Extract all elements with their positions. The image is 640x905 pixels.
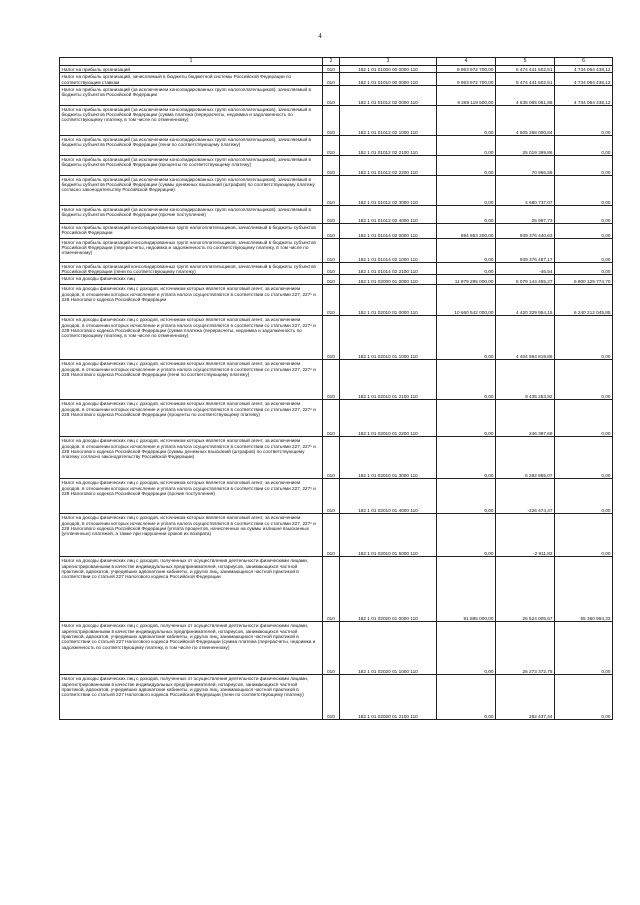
row-line-code-cell: 010 [323,175,340,205]
row-unexecuted-amount-cell: 6 800 129 774,70 [555,275,613,285]
row-executed-amount-cell: 939 376 440,63 [496,223,555,238]
row-line-code-cell: 010 [323,155,340,175]
row-line-code-cell: 010 [323,238,340,262]
row-executed-amount-cell: 25 997,73 [496,205,555,223]
row-classification-code-cell: 182 1 01 02010 01 0000 110 [340,285,437,316]
row-executed-amount-cell: 5 474 441 502,51 [496,73,555,86]
header-cell: 6 [555,58,613,66]
table-row [60,479,613,514]
row-executed-amount-cell: -46,54 [496,262,555,275]
header-cell: 4 [437,58,496,66]
header-cell: 3 [340,58,437,66]
row-line-code-cell: 010 [323,360,340,400]
row-unexecuted-amount-cell: 6 240 212 045,85 [555,285,613,316]
row-unexecuted-amount-cell: 0,00 [555,175,613,205]
table-row [60,622,613,675]
row-executed-amount-cell: 5 474 441 502,51 [496,66,555,73]
row-name-cell: Налог на прибыль организаций [60,66,323,73]
row-name-cell: Налог на прибыль организаций (за исключением консолидированных групп налогоплательщиков), зачисляемый в бюджеты субъектов Российской Федерации (сумма платежа (перерасчеты, недоимка и задолженность по соответствующему платежу, в том числе по отмененному) [60,105,323,135]
row-approved-amount-cell: 0,00 [437,514,496,557]
row-line-code-cell: 010 [323,66,340,73]
row-classification-code-cell: 182 1 01 02010 01 1000 110 [340,316,437,360]
header-cell: 1 [60,58,323,66]
row-name-cell: Налог на прибыль организаций, зачисляемый в бюджеты бюджетной системы Российской Федерации по соответствующим ставкам [60,73,323,86]
row-classification-code-cell: 182 1 01 02000 01 0000 110 [340,275,437,285]
table-row [60,223,613,238]
row-line-code-cell: 010 [323,73,340,86]
revenue-table [59,57,613,720]
row-approved-amount-cell: 0,00 [437,479,496,514]
row-classification-code-cell: 182 1 01 02010 01 5000 110 [340,514,437,557]
row-name-cell: Налог на доходы физических лиц с доходов, источником которых является налоговый агент, за исключением доходов, в отношении которых исчисление и уплата налога осуществляются в соответствии со статьями 227, 227¹ и 228 Налогового кодекса Российской Федерации (уплата процентов, начисленных на суммы излишне взысканных (уплаченных) платежей, а также при нарушении сроков их возврата) [60,514,323,557]
row-name-cell: Налог на прибыль организаций консолидированных групп налогоплательщиков, зачисляемый в бюджеты субъектов Российской Федерации (пени по соответствующему платежу) [60,262,323,275]
row-approved-amount-cell: 0,00 [437,437,496,479]
row-line-code-cell: 010 [323,479,340,514]
row-unexecuted-amount-cell: 0,00 [555,622,613,675]
row-executed-amount-cell: 4 420 329 954,15 [496,285,555,316]
row-classification-code-cell: 182 1 01 01014 02 1000 110 [340,238,437,262]
row-classification-code-cell: 182 1 01 01012 02 2100 110 [340,135,437,155]
row-approved-amount-cell: 0,00 [437,205,496,223]
row-approved-amount-cell: 0,00 [437,175,496,205]
table-row [60,135,613,155]
row-executed-amount-cell: -226 474,47 [496,479,555,514]
row-approved-amount-cell: 0,00 [437,622,496,675]
row-approved-amount-cell: 10 660 542 000,00 [437,285,496,316]
row-line-code-cell: 010 [323,223,340,238]
table-row [60,275,613,285]
row-approved-amount-cell: 0,00 [437,135,496,155]
row-approved-amount-cell: 11 879 295 000,00 [437,275,496,285]
row-line-code-cell: 010 [323,400,340,437]
row-unexecuted-amount-cell: 0,00 [555,675,613,720]
row-unexecuted-amount-cell: 0,00 [555,316,613,360]
row-unexecuted-amount-cell: 0,00 [555,105,613,135]
row-classification-code-cell: 182 1 01 01012 02 1000 110 [340,105,437,135]
row-name-cell: Налог на доходы физических лиц с доходов, источником которых является налоговый агент, за исключением доходов, в отношении которых исчисление и уплата налога осуществляются в соответствии со статьями 227, 227¹ и 228 Налогового кодекса Российской Федерации (прочие поступления) [60,479,323,514]
row-classification-code-cell: 182 1 01 02010 01 2200 110 [340,400,437,437]
page-number: 4 [318,32,322,40]
header-cell: 2 [323,58,340,66]
table-row [60,400,613,437]
row-name-cell: Налог на прибыль организаций (за исключением консолидированных групп налогоплательщиков), зачисляемый в бюджеты субъектов Российской Федерации (прочие поступления) [60,205,323,223]
row-executed-amount-cell: -2 911,82 [496,514,555,557]
row-classification-code-cell: 182 1 01 01014 02 0000 110 [340,223,437,238]
row-executed-amount-cell: 9 435 253,92 [496,360,555,400]
table-row [60,66,613,73]
row-unexecuted-amount-cell: 0,00 [555,437,613,479]
row-classification-code-cell: 182 1 01 02020 01 1000 110 [340,622,437,675]
row-approved-amount-cell: 0,00 [437,316,496,360]
row-name-cell: Налог на прибыль организаций консолидированных групп налогоплательщиков, зачисляемый в бюджеты субъектов Российской Федерации [60,223,323,238]
table-row [60,85,613,105]
row-approved-amount-cell: 694 853 200,00 [437,223,496,238]
row-executed-amount-cell: 26 273 372,75 [496,622,555,675]
row-line-code-cell: 010 [323,135,340,155]
row-unexecuted-amount-cell: 0,00 [555,262,613,275]
row-executed-amount-cell: 282 437,44 [496,675,555,720]
row-approved-amount-cell: 0,00 [437,675,496,720]
row-classification-code-cell: 182 1 01 01000 00 0000 110 [340,66,437,73]
row-unexecuted-amount-cell: 4 734 054 438,12 [555,85,613,105]
table-row [60,105,613,135]
row-approved-amount-cell: 0,00 [437,238,496,262]
row-classification-code-cell: 182 1 01 02010 01 2100 110 [340,360,437,400]
row-unexecuted-amount-cell: 4 734 054 438,12 [555,66,613,73]
row-name-cell: Налог на прибыль организаций консолидированных групп налогоплательщиков, зачисляемый в бюджеты субъектов Российской Федерации (перерасчеты, недоимка и задолженность по соответствующему платежу, в том числе по отмененному) [60,238,323,262]
row-unexecuted-amount-cell: 0,00 [555,223,613,238]
row-unexecuted-amount-cell: 0,00 [555,155,613,175]
row-executed-amount-cell: 4 404 594 819,86 [496,316,555,360]
row-unexecuted-amount-cell: 0,00 [555,360,613,400]
row-approved-amount-cell: 0,00 [437,400,496,437]
row-executed-amount-cell: 939 376 487,17 [496,238,555,262]
row-line-code-cell: 010 [323,85,340,105]
row-classification-code-cell: 182 1 01 01010 00 0000 110 [340,73,437,86]
row-name-cell: Налог на доходы физических лиц с доходов, источником которых является налоговый агент, за исключением доходов, в отношении которых исчисление и уплата налога осуществляются в соответствии со статьями 227, 227¹ и 228 Налогового кодекса Российской Федерации (суммы денежных взысканий (штрафов) по соответствующему платежу согласно законодательству Российской Федерации) [60,437,323,479]
row-executed-amount-cell: 246 397,69 [496,400,555,437]
row-name-cell: Налог на прибыль организаций (за исключением консолидированных групп налогоплательщиков), зачисляемый в бюджеты субъектов Российской Федерации (пени по соответствующему платежу) [60,135,323,155]
table-row [60,360,613,400]
row-classification-code-cell: 182 1 01 01014 02 2100 110 [340,262,437,275]
row-name-cell: Налог на доходы физических лиц с доходов, источником которых является налоговый агент, за исключением доходов, в отношении которых исчисление и уплата налога осуществляются в соответствии со статьями 227, 227¹ и 228 Налогового кодекса Российской Федерации (проценты по соответствующему платежу) [60,400,323,437]
row-executed-amount-cell: 4 505 268 000,84 [496,105,555,135]
row-line-code-cell: 010 [323,675,340,720]
table-row [60,316,613,360]
row-unexecuted-amount-cell: 0,00 [555,205,613,223]
row-line-code-cell: 010 [323,437,340,479]
row-line-code-cell: 010 [323,275,340,285]
row-executed-amount-cell: 4 535 065 061,88 [496,85,555,105]
row-name-cell: Налог на прибыль организаций (за исключением консолидированных групп налогоплательщиков), зачисляемый в бюджеты субъектов Российской Федерации [60,85,323,105]
row-line-code-cell: 010 [323,316,340,360]
row-approved-amount-cell: 91 885 000,00 [437,557,496,622]
table-row [60,238,613,262]
row-executed-amount-cell: 4 680 737,07 [496,175,555,205]
row-approved-amount-cell: 0,00 [437,105,496,135]
table-row [60,262,613,275]
row-unexecuted-amount-cell: 0,00 [555,238,613,262]
row-name-cell: Налог на прибыль организаций (за исключением консолидированных групп налогоплательщиков), зачисляемый в бюджеты субъектов Российской Федерации (проценты по соответствующему платежу) [60,155,323,175]
table-row [60,437,613,479]
row-name-cell: Налог на доходы физических лиц с доходов, полученных от осуществления деятельности физическими лицами, зарегистрированными в качестве индивидуальных предпринимателей, нотариусов, занимающихся частной практикой, адвокатов, учредивших адвокатские кабинеты, и других лиц, занимающихся частной практикой в соответствии со статьей 227 Налогового кодекса Российской Федерации (сумма платежа (перерасчеты, недоимка и задолженность по соответствующему платежу, в том числе по отмененному) [60,622,323,675]
row-name-cell: Налог на доходы физических лиц с доходов, полученных от осуществления деятельности физическими лицами, зарегистрированными в качестве индивидуальных предпринимателей, нотариусов, занимающихся частной практикой, адвокатов, учредивших адвокатские кабинеты, и других лиц, занимающихся частной практикой в соответствии со статьей 227 Налогового кодекса Российской Федерации [60,557,323,622]
row-line-code-cell: 010 [323,205,340,223]
header-row [60,58,613,66]
table-row [60,73,613,86]
row-line-code-cell: 010 [323,285,340,316]
row-unexecuted-amount-cell: 0,00 [555,400,613,437]
row-line-code-cell: 010 [323,262,340,275]
row-line-code-cell: 010 [323,622,340,675]
table-row [60,205,613,223]
table-row [60,514,613,557]
row-executed-amount-cell: 70 956,58 [496,155,555,175]
table-row [60,175,613,205]
row-name-cell: Налог на доходы физических лиц с доходов, источником которых является налоговый агент, за исключением доходов, в отношении которых исчисление и уплата налога осуществляются в соответствии со статьями 227, 227¹ и 228 Налогового кодекса Российской Федерации (пени по соответствующему платежу) [60,360,323,400]
row-classification-code-cell: 182 1 01 02010 01 3000 110 [340,437,437,479]
row-classification-code-cell: 182 1 01 01012 02 2200 110 [340,155,437,175]
row-approved-amount-cell: 0,00 [437,262,496,275]
row-line-code-cell: 010 [323,557,340,622]
row-approved-amount-cell: 9 963 972 700,00 [437,66,496,73]
row-name-cell: Налог на доходы физических лиц с доходов, источником которых является налоговый агент, за исключением доходов, в отношении которых исчисление и уплата налога осуществляются в соответствии со статьями 227, 227¹ и 228 Налогового кодекса Российской Федерации [60,285,323,316]
header-cell: 5 [496,58,555,66]
row-name-cell: Налог на доходы физических лиц с доходов, полученных от осуществления деятельности физическими лицами, зарегистрированными в качестве индивидуальных предпринимателей, нотариусов, занимающихся частной практикой, адвокатов, учредивших адвокатские кабинеты, и других лиц, занимающихся частной практикой в соответствии со статьей 227 Налогового кодекса Российской Федерации (пени по соответствующему платежу) [60,675,323,720]
row-unexecuted-amount-cell: 4 734 054 438,12 [555,73,613,86]
row-name-cell: Налог на доходы физических лиц [60,275,323,285]
row-classification-code-cell: 182 1 01 02020 01 0000 110 [340,557,437,622]
row-approved-amount-cell: 0,00 [437,360,496,400]
row-unexecuted-amount-cell: 0,00 [555,514,613,557]
row-line-code-cell: 010 [323,105,340,135]
row-name-cell: Налог на доходы физических лиц с доходов, источником которых является налоговый агент, за исключением доходов, в отношении которых исчисление и уплата налога осуществляются в соответствии со статьями 227, 227¹ и 228 Налогового кодекса Российской Федерации (сумма платежа (перерасчеты, недоимка и задолженность по соответствующему платежу, в том числе по отмененному) [60,316,323,360]
row-approved-amount-cell: 9 269 119 500,00 [437,85,496,105]
row-classification-code-cell: 182 1 01 01012 02 3000 110 [340,175,437,205]
row-classification-code-cell: 182 1 01 01012 02 4000 110 [340,205,437,223]
table-row [60,155,613,175]
row-unexecuted-amount-cell: 65 360 994,33 [555,557,613,622]
row-executed-amount-cell: 26 524 005,67 [496,557,555,622]
row-unexecuted-amount-cell: 0,00 [555,479,613,514]
row-classification-code-cell: 182 1 01 02010 01 4000 110 [340,479,437,514]
row-executed-amount-cell: 25 019 369,86 [496,135,555,155]
row-name-cell: Налог на прибыль организаций (за исключением консолидированных групп налогоплательщиков), зачисляемый в бюджеты субъектов Российской Федерации (суммы денежных взысканий (штрафов) по соответствующему платежу согласно законодательству Российской Федерации) [60,175,323,205]
row-classification-code-cell: 182 1 01 02020 01 2100 110 [340,675,437,720]
row-executed-amount-cell: 6 282 865,07 [496,437,555,479]
row-approved-amount-cell: 9 963 972 700,00 [437,73,496,86]
table-row [60,285,613,316]
row-approved-amount-cell: 0,00 [437,155,496,175]
row-classification-code-cell: 182 1 01 01012 02 0000 110 [340,85,437,105]
table-row [60,557,613,622]
table-row [60,675,613,720]
row-line-code-cell: 010 [323,514,340,557]
row-executed-amount-cell: 5 079 144 455,27 [496,275,555,285]
row-unexecuted-amount-cell: 0,00 [555,135,613,155]
